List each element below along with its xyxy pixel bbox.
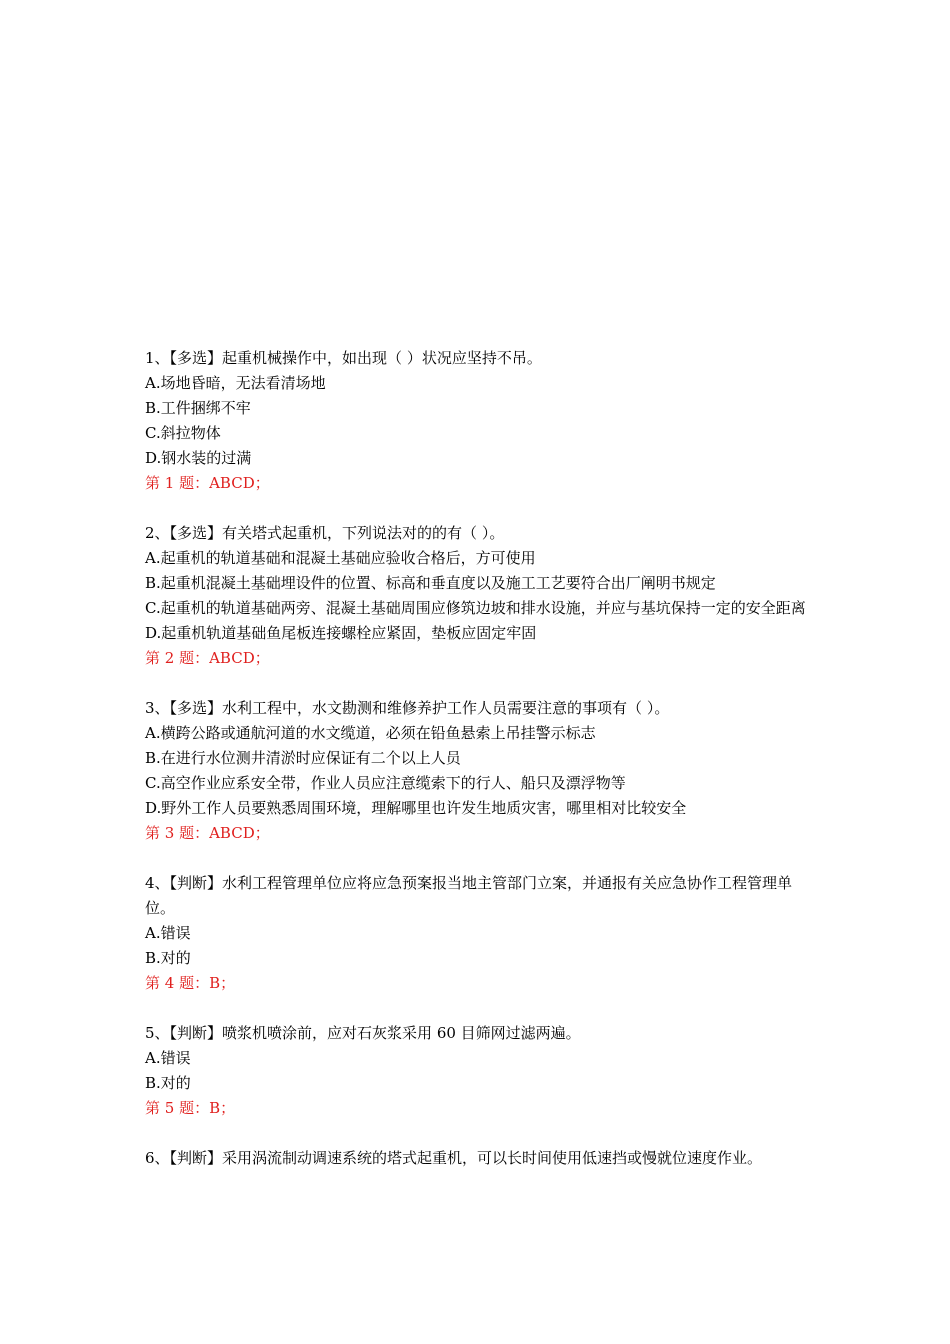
question-4 — [145, 871, 810, 996]
question-stem: 5、【判断】喷浆机喷涂前，应对石灰浆采用 60 目筛网过滤两遍。 — [145, 1024, 581, 1042]
question-6 — [145, 1146, 810, 1171]
option-b: B.对的 — [145, 949, 191, 967]
question-stem: 1、【多选】起重机械操作中，如出现（ ）状况应坚持不吊。 — [145, 349, 542, 367]
question-stem: 6、【判断】采用涡流制动调速系统的塔式起重机，可以长时间使用低速挡或慢就位速度作业。 — [145, 1149, 763, 1167]
question-5 — [145, 1021, 810, 1121]
option-c: C.高空作业应系安全带，作业人员应注意缆索下的行人、船只及漂浮物等 — [145, 774, 626, 792]
option-b: B.在进行水位测井清淤时应保证有二个以上人员 — [145, 749, 461, 767]
answer-line: 第 4 题：B； — [145, 974, 236, 992]
option-a: A.错误 — [145, 1049, 191, 1067]
option-d: D.起重机轨道基础鱼尾板连接螺栓应紧固，垫板应固定牢固 — [145, 624, 537, 642]
answer-line: 第 2 题：ABCD； — [145, 649, 270, 667]
question-stem: 4、【判断】水利工程管理单位应将应急预案报当地主管部门立案，并通报有关应急协作工程管理单位。 — [145, 874, 793, 917]
question-1 — [145, 346, 810, 496]
option-a: A.场地昏暗，无法看清场地 — [145, 374, 326, 392]
option-b: B.工件捆绑不牢 — [145, 399, 251, 417]
option-a: A.起重机的轨道基础和混凝土基础应验收合格后，方可使用 — [145, 549, 536, 567]
option-d: D.野外工作人员要熟悉周围环境，理解哪里也许发生地质灾害，哪里相对比较安全 — [145, 799, 687, 817]
option-a: A.错误 — [145, 924, 191, 942]
question-3 — [145, 696, 810, 846]
answer-line: 第 5 题：B； — [145, 1099, 236, 1117]
question-2 — [145, 521, 810, 671]
option-d: D.钢水装的过满 — [145, 449, 252, 467]
option-b: B.起重机混凝土基础埋设件的位置、标高和垂直度以及施工工艺要符合出厂阐明书规定 — [145, 574, 716, 592]
answer-line: 第 3 题：ABCD； — [145, 824, 270, 842]
option-c: C.斜拉物体 — [145, 424, 221, 442]
option-c: C.起重机的轨道基础两旁、混凝土基础周围应修筑边坡和排水设施，并应与基坑保持一定的安全距离 — [145, 599, 806, 617]
question-stem: 3、【多选】水利工程中，水文勘测和维修养护工作人员需要注意的事项有（ ）。 — [145, 699, 670, 717]
answer-line: 第 1 题：ABCD； — [145, 474, 270, 492]
document-page — [145, 346, 810, 1196]
question-stem: 2、【多选】有关塔式起重机，下列说法对的的有（ ）。 — [145, 524, 505, 542]
option-b: B.对的 — [145, 1074, 191, 1092]
option-a: A.横跨公路或通航河道的水文缆道，必须在铅鱼悬索上吊挂警示标志 — [145, 724, 596, 742]
